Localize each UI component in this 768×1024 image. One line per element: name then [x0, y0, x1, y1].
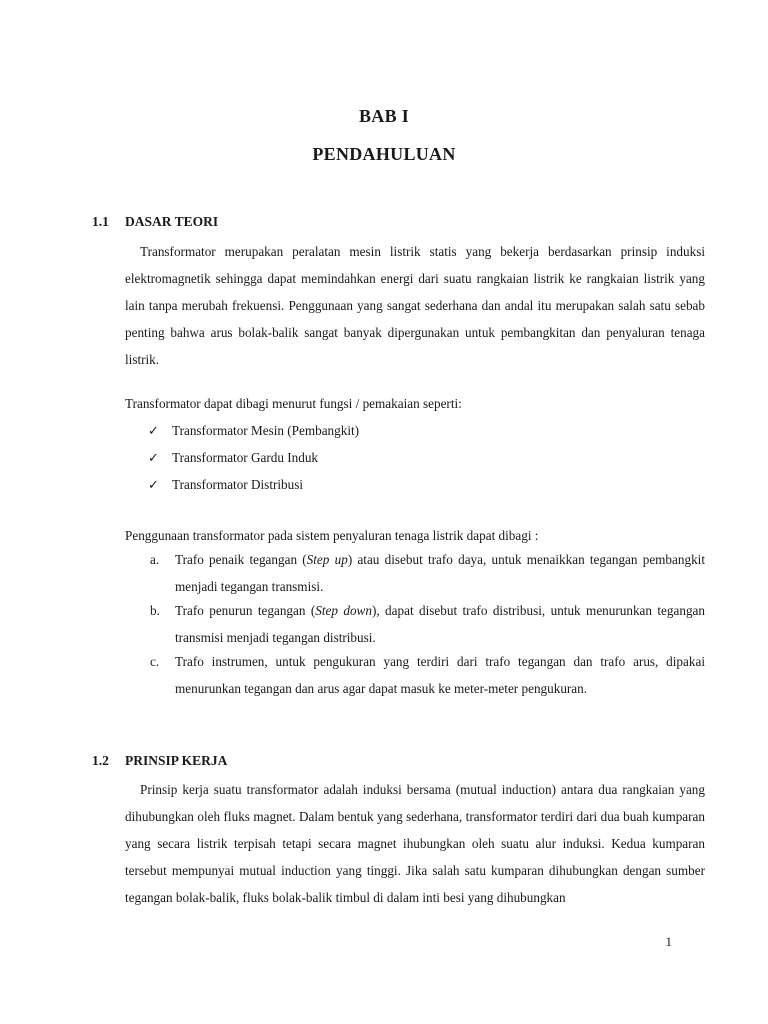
chapter-title: PENDAHULUAN — [312, 144, 456, 164]
list-label: a. — [150, 552, 160, 567]
check-icon: ✓ — [148, 450, 159, 465]
list-label: c. — [150, 654, 160, 669]
function-intro: Transformator dapat dibagi menurut fungsi / pemakaian seperti: — [125, 396, 462, 411]
usage-intro: Penggunaan transformator pada sistem penyaluran tenaga listrik dapat dibagi : — [125, 528, 539, 543]
section-paragraph-1-2 — [125, 776, 705, 911]
check-icon: ✓ — [148, 477, 159, 492]
list-item-c — [150, 648, 705, 702]
section-number: 1.1 — [92, 214, 109, 229]
section-heading-1-2 — [92, 753, 227, 769]
section-heading-1-1 — [92, 214, 218, 230]
list-text: Trafo penurun tegangan (Step down), dapat disebut trafo distribusi, untuk menurunkan tegangan transmisi menjadi tegangan distribusi. — [175, 603, 705, 645]
section-paragraph-1-1 — [125, 238, 705, 373]
checklist-item: ✓ Transformator Mesin (Pembangkit) — [148, 423, 360, 438]
chapter-label: BAB I — [358, 106, 409, 126]
list-label: b. — [150, 603, 160, 618]
paragraph-text: Prinsip kerja suatu transformator adalah induksi bersama (mutual induction) antara dua rangkaian yang dihubungkan oleh fluks magnet. Dalam bentuk yang sederhana, transformator terdiri dari dua buah kumparan yang secara listrik terpisah tetapi secara magnet ihubungkan oleh suatu alur induksi. Kedua kumparan tersebut mempunyai mutual induction yang tinggi. Jika salah satu kumparan dihubungkan dengan sumber tegangan bolak-balik, fluks bolak-balik timbul di dalam inti besi yang dihubungkan — [125, 782, 705, 905]
check-icon: ✓ — [148, 423, 159, 438]
paragraph-text: Transformator merupakan peralatan mesin listrik statis yang bekerja berdasarkan prinsip induksi elektromagnetik sehingga dapat memindahkan energi dari suatu rangkaian listrik ke rangkaian listrik yang lain tanpa merubah frekuensi. Penggunaan yang sangat sederhana dan andal itu merupakan salah satu sebab penting bahwa arus bolak-balik sangat banyak dipergunakan untuk pembangkitan dan penyaluran tenaga listrik. — [125, 244, 705, 367]
section-title: PRINSIP KERJA — [125, 753, 228, 768]
section-number: 1.2 — [92, 753, 109, 768]
section-title: DASAR TEORI — [125, 214, 219, 229]
list-text: Trafo penaik tegangan (Step up) atau disebut trafo daya, untuk menaikkan tegangan pembangkit menjadi tegangan transmisi. — [175, 552, 705, 594]
list-text: Trafo instrumen, untuk pengukuran yang terdiri dari trafo tegangan dan trafo arus, dipakai menurunkan tegangan dan arus agar dapat masuk ke meter-meter pengukuran. — [175, 654, 705, 696]
checklist-item: ✓ Transformator Gardu Induk — [148, 450, 319, 465]
page-number: 1 — [665, 934, 672, 949]
list-item-a — [150, 546, 705, 600]
checklist-item: ✓ Transformator Distribusi — [148, 477, 304, 492]
list-item-b — [150, 597, 705, 651]
